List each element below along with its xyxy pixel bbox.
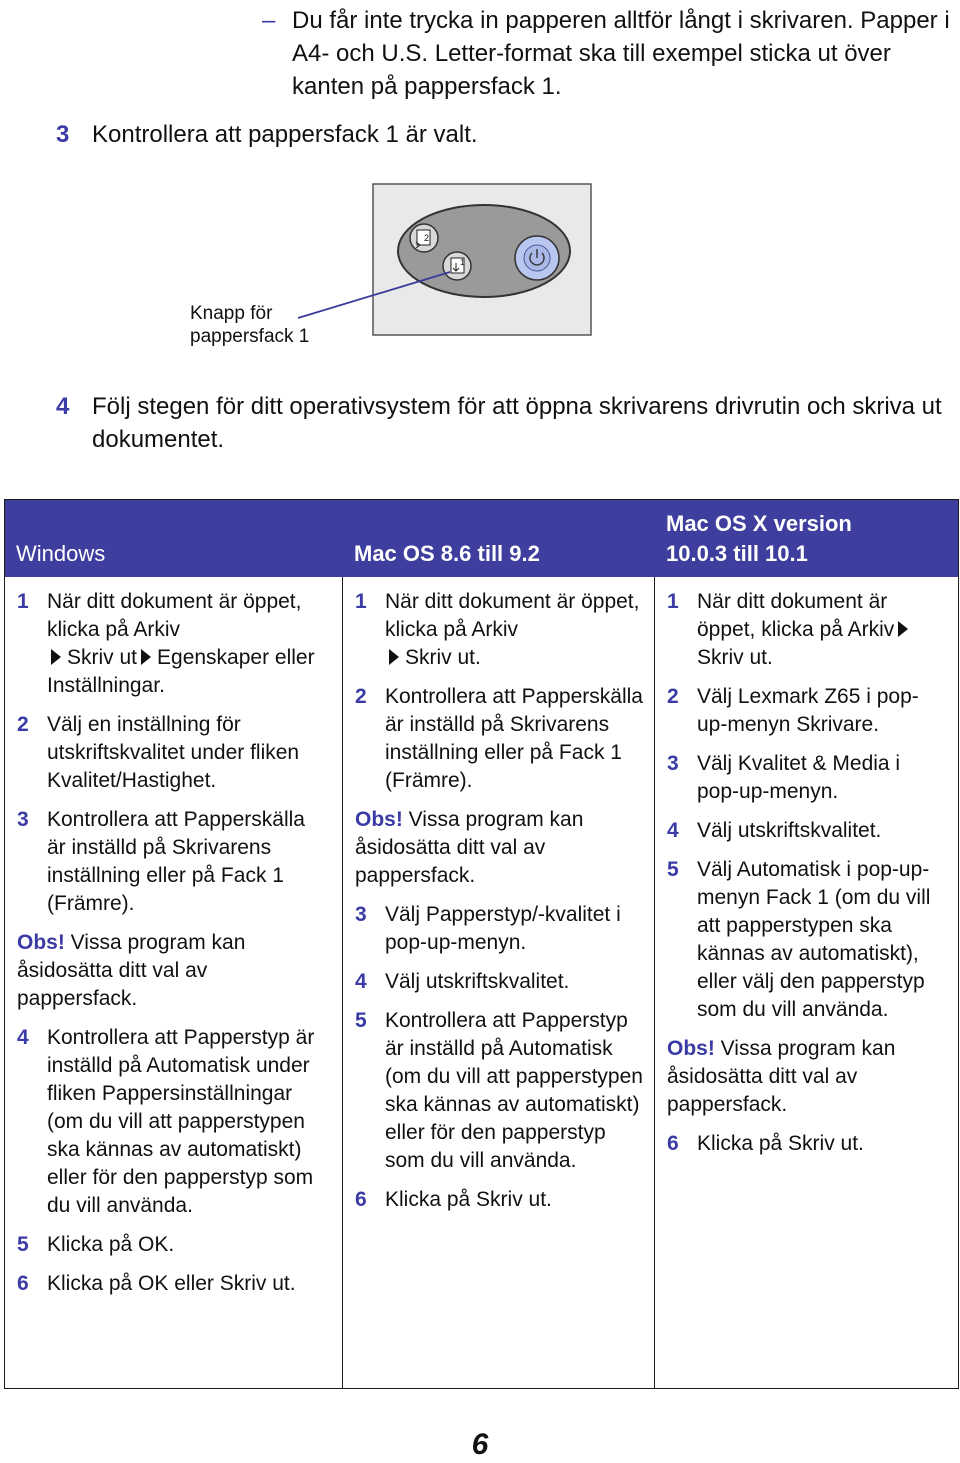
- callout-line: [0, 0, 960, 400]
- header-macx-line1: Mac OS X version: [666, 511, 852, 536]
- os-instructions-table: [4, 499, 959, 1389]
- list-item: 4 Välj utskriftskvalitet.: [355, 970, 570, 993]
- list-item: 5 Välj Automatisk i pop-up-menyn Fack 1 (om du vill att papperstypen ska kännas av automatiskt), eller välj den papperstyp som du vill använda.: [667, 858, 931, 1021]
- windows-column: [17, 588, 329, 1309]
- step-text: Följ stegen för ditt operativsystem för att öppna skrivarens drivrutin och skriva ut dokumentet.: [92, 393, 942, 453]
- header-windows: Windows: [16, 541, 106, 566]
- list-item: 2 Välj Lexmark Z65 i pop-up-menyn Skrivare.: [667, 685, 919, 736]
- callout-line2: pappersfack 1: [190, 326, 310, 347]
- step-number: 3: [56, 121, 70, 148]
- callout-label: [190, 302, 309, 348]
- step-number: 4: [56, 393, 70, 420]
- list-item: 5 Kontrollera att Papperstyp är inställd på Automatisk (om du vill att papperstypen ska kännas av automatiskt) eller för den papperstyp som du vill använda.: [355, 1009, 643, 1172]
- list-item: 4 Välj utskriftskvalitet.: [667, 819, 882, 842]
- arrow-right-icon: [389, 649, 399, 665]
- tray1-label: 1: [460, 258, 465, 267]
- step-text: Kontrollera att pappersfack 1 är valt.: [92, 121, 478, 148]
- obs-note: Obs! Vissa program kan åsidosätta ditt val av pappersfack.: [667, 1037, 896, 1116]
- list-item: 6 Klicka på Skriv ut.: [667, 1132, 864, 1155]
- page-number: 6: [471, 1428, 489, 1461]
- list-item: 3 Välj Kvalitet & Media i pop-up-menyn.: [667, 752, 901, 803]
- list-item: 2 Välj en inställning för utskriftskvalitet under fliken Kvalitet/Hastighet.: [17, 713, 300, 792]
- table-header: [5, 500, 958, 577]
- list-item: 1 När ditt dokument är öppet, klicka på Arkiv Skriv ut Egenskaper eller Inställningar.: [17, 590, 315, 697]
- list-item: 1 När ditt dokument är öppet, klicka på Arkiv Skriv ut.: [355, 590, 640, 669]
- mac-os9-column: [355, 588, 645, 1225]
- column-divider: [342, 577, 343, 1388]
- list-item: 3 Kontrollera att Papperskälla är inställd på Skrivarens inställning eller på Fack 1 (Främre).: [17, 808, 305, 915]
- list-item: 5 Klicka på OK.: [17, 1233, 175, 1256]
- list-item: 4 Kontrollera att Papperstyp är inställd på Automatisk under fliken Pappersinställningar (om du vill att papperstypen ska kännas av automatiskt) eller för den papperstyp som du vill använda.: [17, 1026, 315, 1217]
- callout-line1: Knapp för: [190, 303, 273, 324]
- arrow-right-icon: [898, 621, 908, 637]
- list-item: 1 När ditt dokument är öppet, klicka på ArkivSkriv ut.: [667, 588, 947, 672]
- arrow-right-icon: [141, 649, 151, 665]
- list-item: 3 Välj Papperstyp/-kvalitet i pop-up-menyn.: [355, 903, 621, 954]
- dash-marker: –: [262, 7, 276, 34]
- list-item: 6 Klicka på Skriv ut.: [355, 1188, 552, 1211]
- column-divider: [654, 577, 655, 1388]
- obs-note: Obs! Vissa program kan åsidosätta ditt val av pappersfack.: [355, 808, 584, 887]
- list-item: 6 Klicka på OK eller Skriv ut.: [17, 1272, 296, 1295]
- mac-osx-column: [667, 588, 947, 1169]
- obs-note: Obs! Vissa program kan åsidosätta ditt val av pappersfack.: [17, 931, 246, 1010]
- note-text: Du får inte trycka in papperen alltför långt i skrivaren. Papper i A4- och U.S. Letter-format ska till exempel sticka ut över kanten på pappersfack 1.: [292, 7, 950, 100]
- arrow-right-icon: [51, 649, 61, 665]
- list-item: 2 Kontrollera att Papperskälla är inställd på Skrivarens inställning eller på Fack 1 (Främre).: [355, 685, 643, 792]
- header-mac-os9: Mac OS 8.6 till 9.2: [354, 541, 540, 566]
- header-macx-line2: 10.0.3 till 10.1: [666, 541, 808, 566]
- tray2-label: 2: [424, 233, 430, 243]
